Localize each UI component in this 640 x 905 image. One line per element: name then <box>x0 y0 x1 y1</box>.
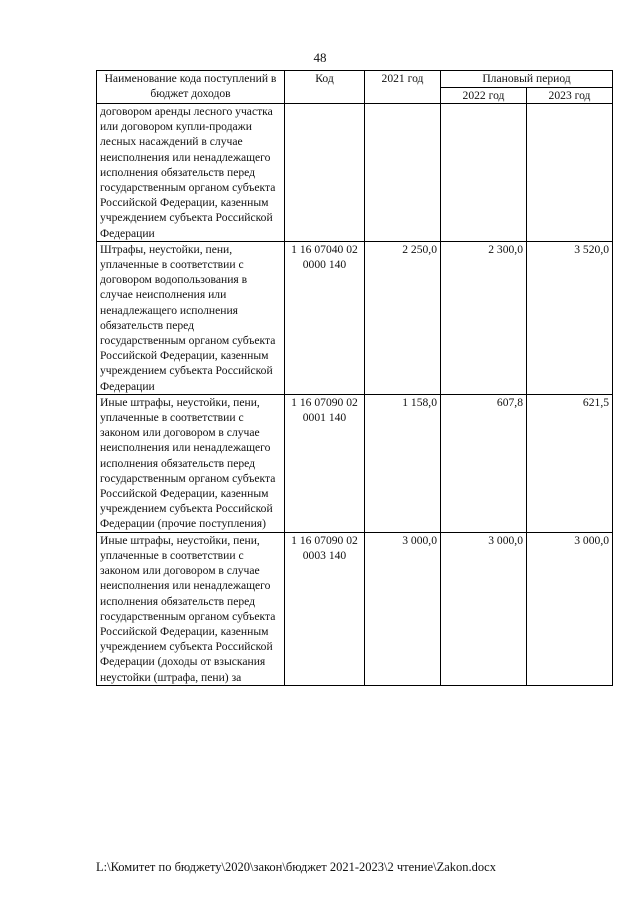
revenue-table <box>96 70 613 686</box>
row-value-2022: 607,8 <box>441 394 527 532</box>
row-value-2023: 3 520,0 <box>527 241 613 394</box>
row-code: 1 16 07090 02 0001 140 <box>285 394 365 532</box>
header-2023: 2023 год <box>527 87 613 104</box>
row-value-2023: 621,5 <box>527 394 613 532</box>
row-value-2021: 1 158,0 <box>365 394 441 532</box>
header-2022: 2022 год <box>441 87 527 104</box>
row-code <box>285 104 365 242</box>
table-row <box>97 394 613 532</box>
row-value-2022 <box>441 104 527 242</box>
table-row <box>97 532 613 685</box>
table-row <box>97 241 613 394</box>
header-name: Наименование кода поступлений в бюджет доходов <box>97 71 285 104</box>
header-2021: 2021 год <box>365 71 441 104</box>
row-value-2022: 3 000,0 <box>441 532 527 685</box>
row-value-2023: 3 000,0 <box>527 532 613 685</box>
header-planned-period: Плановый период <box>441 71 613 88</box>
row-name: Штрафы, неустойки, пени, уплаченные в соответствии с договором водопользования в случае неисполнения или ненадлежащего исполнения обязательств перед государственным органом субъекта Российской Федерации, казенным учреждением субъекта Российской Федерации <box>97 241 285 394</box>
row-value-2023 <box>527 104 613 242</box>
row-code: 1 16 07090 02 0003 140 <box>285 532 365 685</box>
header-code: Код <box>285 71 365 104</box>
row-name: Иные штрафы, неустойки, пени, уплаченные в соответствии с законом или договором в случае неисполнения или ненадлежащего исполнения обязательств перед государственным органом субъекта Российской Федерации, казенным учреждением субъекта Российской Федерации (доходы от взыскания неустойки (штрафа, пени) за <box>97 532 285 685</box>
table-row <box>97 104 613 242</box>
row-value-2021: 2 250,0 <box>365 241 441 394</box>
footer-file-path: L:\Комитет по бюджету\2020\закон\бюджет 2021-2023\2 чтение\Zakon.docx <box>96 860 496 874</box>
row-value-2022: 2 300,0 <box>441 241 527 394</box>
row-value-2021: 3 000,0 <box>365 532 441 685</box>
row-name: договором аренды лесного участка или договором купли-продажи лесных насаждений в случае неисполнения или ненадлежащего исполнения обязательств перед государственным органом субъекта Российской Федерации, казенным учреждением субъекта Российской Федерации <box>97 104 285 242</box>
page-number: 48 <box>313 50 327 65</box>
row-name: Иные штрафы, неустойки, пени, уплаченные в соответствии с законом или договором в случае неисполнения или ненадлежащего исполнения обязательств перед государственным органом субъекта Российской Федерации, казенным учреждением субъекта Российской Федерации (прочие поступления) <box>97 394 285 532</box>
row-value-2021 <box>365 104 441 242</box>
row-code: 1 16 07040 02 0000 140 <box>285 241 365 394</box>
